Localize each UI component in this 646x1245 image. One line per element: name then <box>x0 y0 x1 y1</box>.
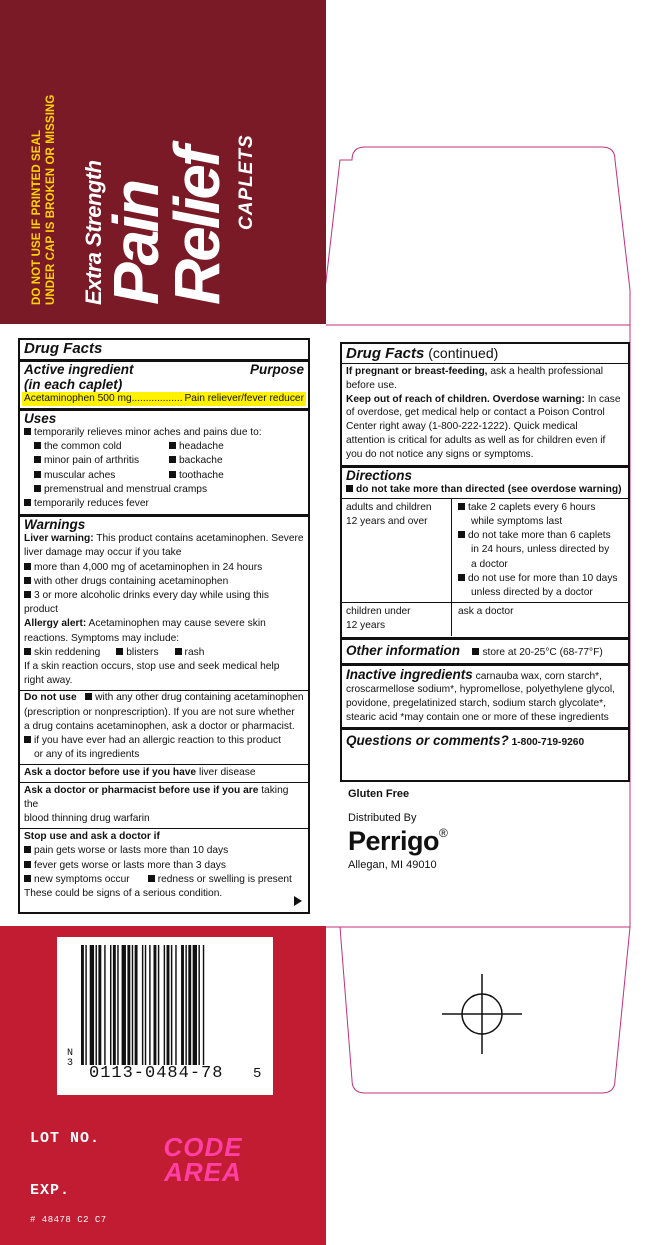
warnings-text <box>24 532 304 688</box>
liver-warning-label: Liver warning: <box>24 533 94 545</box>
active-ingredient-header <box>24 362 304 392</box>
pregnancy-section <box>346 364 624 462</box>
ask-pharmacist-label: Ask a doctor or pharmacist before use if you are <box>24 784 259 796</box>
overdose-warning-text: Center right away (1-800-222-1222). Quick medical <box>346 421 578 433</box>
registered-mark: ® <box>439 826 448 840</box>
questions-heading: Questions or comments? <box>346 733 509 749</box>
dosage-instruction: a doctor <box>471 558 508 570</box>
use-item: muscular aches <box>44 469 116 481</box>
inactive-ingredients-section <box>346 666 624 724</box>
allergy-alert-text-3: If a skin reaction occurs, stop use and seek medical help <box>24 661 280 673</box>
storage-text: store at 20-25°C (68-77°F) <box>482 646 603 658</box>
use-item: backache <box>179 455 223 467</box>
ask-pharmacist-section <box>24 783 304 827</box>
drug-facts-continued-box <box>340 342 630 782</box>
distributor-address: Allegan, MI 49010 <box>348 859 437 871</box>
inactive-ingredients-heading: Inactive ingredients <box>346 666 473 682</box>
inactive-ingredients-text: carnauba wax, corn starch*, <box>472 670 602 682</box>
dosage-instruction: do not use for more than 10 days <box>468 572 618 584</box>
lot-number-label: LOT NO. <box>30 1130 101 1147</box>
inactive-ingredients-text: croscarmellose sodium*, hypromellose, polyethylene glycol, <box>346 684 615 696</box>
allergy-alert-text: Acetaminophen may cause severe skin <box>86 618 266 630</box>
use-item: headache <box>179 441 224 453</box>
uses-list <box>24 426 304 511</box>
barcode-digit-left: 3 <box>67 1058 74 1069</box>
directions-note: do not take more than directed (see overdose warning) <box>356 483 622 495</box>
uses-intro: temporarily relieves minor aches and pains due to: <box>34 427 262 438</box>
questions-section <box>346 730 624 752</box>
allergy-symptom: skin reddening <box>34 646 101 658</box>
do-not-use-text: a drug contains acetaminophen, ask a doctor or pharmacist. <box>24 720 295 732</box>
dosage-group: children under <box>346 606 411 618</box>
stop-use-bullet: redness or swelling is present <box>157 873 292 885</box>
liver-bullet: 3 or more alcoholic drinks every day while using this product <box>24 590 269 616</box>
directions-row-adults <box>342 498 628 602</box>
use-item: the common cold <box>44 441 122 453</box>
pregnancy-text: ask a health professional <box>487 366 604 377</box>
use-item: toothache <box>179 469 224 481</box>
use-item: minor pain of arthritis <box>44 455 140 467</box>
allergy-alert-label: Allergy alert: <box>24 618 87 630</box>
stop-use-label: Stop use and ask a doctor if <box>24 831 160 843</box>
distributed-by-label: Distributed By <box>348 812 417 824</box>
gluten-free-claim: Gluten Free <box>348 788 410 800</box>
liver-bullet: with other drugs containing acetaminophen <box>34 575 229 587</box>
dosage-instruction: while symptoms last <box>471 515 563 527</box>
pregnancy-label: If pregnant or breast-feeding, <box>346 366 488 377</box>
dosage-instruction: in 24 hours, unless directed by <box>471 544 610 556</box>
barcode-check-digit: 5 <box>253 1066 262 1082</box>
dosage-instruction: unless directed by a doctor <box>471 587 593 598</box>
overdose-warning-label: Keep out of reach of children. Overdose warning: <box>346 393 585 405</box>
other-information-heading: Other information <box>346 642 460 658</box>
active-ingredient-purpose: Pain reliever/fever reducer <box>184 393 304 404</box>
continued-arrow-icon <box>294 896 302 906</box>
liver-warning-text: This product contains acetaminophen. Severe <box>93 533 304 545</box>
ask-pharmacist-text-2: blood thinning drug warfarin <box>24 813 150 825</box>
do-not-use-section <box>24 691 304 762</box>
do-not-use-bullet: if you have ever had an allergic reaction to this product <box>34 735 281 747</box>
ask-doctor-label: Ask a doctor before use if you have <box>24 767 197 779</box>
stop-use-bullet: pain gets worse or lasts more than 10 days <box>34 845 229 857</box>
inactive-ingredients-text: stearic acid *may contain one or more of these ingredients <box>346 711 609 723</box>
questions-phone: 1-800-719-9260 <box>508 737 585 749</box>
extra-strength: Extra Strength <box>81 160 106 305</box>
purpose-heading: Purpose <box>249 362 304 377</box>
seal-warning-line-1: DO NOT USE IF PRINTED SEAL <box>31 129 43 305</box>
drug-facts-title: Drug Facts <box>24 340 103 357</box>
inactive-ingredients-text: povidone, pregelatinized starch, sodium starch glycolate*, <box>346 698 606 709</box>
overdose-warning-text: In case <box>584 393 621 405</box>
allergy-symptom: rash <box>184 646 205 658</box>
allergy-alert-text-4: right away. <box>24 675 73 687</box>
dosage-group: 12 years <box>346 620 386 632</box>
brand-block <box>30 35 300 305</box>
allergy-alert-text-2: reactions. Symptoms may include: <box>24 632 180 644</box>
item-code: # 48478 C2 C7 <box>30 1215 107 1225</box>
warnings-heading: Warnings <box>24 517 86 533</box>
dosage-group: 12 years and over <box>346 515 428 527</box>
stop-use-text: These could be signs of a serious condition. <box>24 888 223 900</box>
continued-label: (continued) <box>424 345 499 361</box>
dosage-instruction: do not take more than 6 caplets <box>468 530 611 542</box>
uses-heading: Uses <box>24 411 57 426</box>
do-not-use-text: or any of its ingredients <box>34 749 140 761</box>
stop-use-section <box>24 829 304 901</box>
distributor-block <box>348 786 628 871</box>
stop-use-bullet: new symptoms occur <box>34 873 130 885</box>
do-not-use-label: Do not use <box>24 692 77 704</box>
active-ingredient-subheading: (in each caplet) <box>24 377 123 392</box>
use-item: premenstrual and menstrual cramps <box>44 483 208 495</box>
drug-facts-box <box>18 338 310 914</box>
other-information-section <box>346 640 624 662</box>
do-not-use-text: (prescription or nonprescription). If you are not sure whether <box>24 706 295 718</box>
overdose-warning-text: of overdose, get medical help or contact a Poison Control <box>346 407 605 419</box>
directions-heading: Directions <box>346 467 413 483</box>
do-not-use-bullet: with any other drug containing acetaminophen <box>95 692 304 704</box>
liver-warning-text-2: liver damage may occur if you take <box>24 547 182 559</box>
ask-doctor-section <box>24 765 304 781</box>
dosage-group: adults and children <box>346 501 432 513</box>
dosage-instruction: take 2 caplets every 6 hours <box>468 501 596 513</box>
drug-facts-continued-title: Drug Facts <box>346 345 425 362</box>
ask-pharmacist-text: taking the <box>24 784 289 810</box>
ask-doctor-text: liver disease <box>196 767 256 779</box>
liver-bullet: more than 4,000 mg of acetaminophen in 24 hours <box>34 561 263 573</box>
brand-relief: Relief <box>161 148 233 305</box>
barcode-n: N <box>67 1048 74 1059</box>
pregnancy-text-2: before use. <box>346 379 397 391</box>
barcode-number: 0113-0484-78 <box>89 1064 224 1083</box>
perrigo-logo: Perrigo <box>348 826 440 856</box>
barcode-icon <box>81 945 241 1065</box>
dosage-form: CAPLETS <box>236 134 257 230</box>
stop-use-bullet: fever gets worse or lasts more than 3 days <box>34 859 226 871</box>
dosage-instruction: ask a doctor <box>458 606 514 618</box>
allergy-symptom: blisters <box>126 646 159 658</box>
code-area-line-1: CODE <box>163 1132 243 1162</box>
code-area-stamp <box>138 1132 268 1187</box>
seal-warning-line-2: UNDER CAP IS BROKEN OR MISSING <box>45 94 57 305</box>
active-ingredient-row <box>22 392 306 406</box>
active-ingredient-name: Acetaminophen 500 mg.................. <box>24 393 183 404</box>
directions-row-children <box>342 602 628 635</box>
seal-warning <box>30 35 58 305</box>
use-fever: temporarily reduces fever <box>34 498 149 510</box>
brand-pain: Pain <box>100 181 172 305</box>
barcode-label <box>57 937 273 1095</box>
active-ingredient-heading: Active ingredient <box>24 362 134 377</box>
barcode-prefix <box>67 1049 73 1069</box>
registration-mark-icon <box>440 972 524 1056</box>
expiration-label: EXP. <box>30 1182 71 1199</box>
overdose-warning-text: attention is critical for adults as well as for children even if <box>346 434 606 446</box>
overdose-warning-text: you do not notice any signs or symptoms. <box>346 448 534 460</box>
code-area-line-2: AREA <box>164 1157 242 1187</box>
